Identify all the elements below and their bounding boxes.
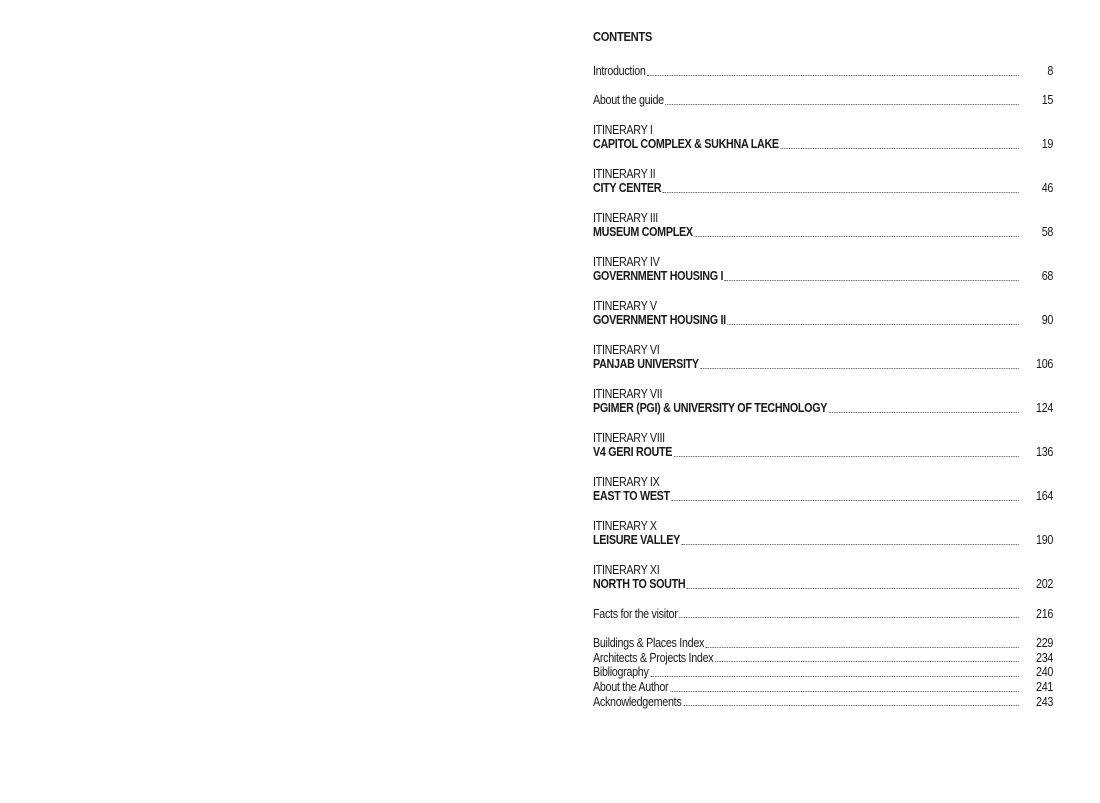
toc-page-number: 68: [1041, 269, 1054, 284]
toc-page-number: 241: [1036, 680, 1054, 694]
toc-entry-acknowledgements[interactable]: [593, 695, 1053, 710]
toc-page-number: 243: [1036, 694, 1054, 709]
itinerary-number: ITINERARY VII: [593, 386, 663, 401]
toc-page-number: 190: [1036, 533, 1054, 548]
itinerary-title: GOVERNMENT HOUSING II: [593, 313, 726, 328]
toc-itinerary[interactable]: [593, 167, 1053, 196]
toc-itinerary[interactable]: [593, 563, 1053, 592]
itinerary-title: EAST TO WEST: [593, 489, 670, 504]
itinerary-number: ITINERARY V: [593, 298, 657, 313]
dot-leader: [682, 544, 1019, 545]
toc-itinerary[interactable]: [593, 299, 1053, 328]
itinerary-number: ITINERARY VI: [593, 342, 660, 357]
itinerary-title: CAPITOL COMPLEX & SUKHNA LAKE: [593, 137, 779, 152]
dot-leader: [725, 280, 1019, 281]
toc-itinerary[interactable]: [593, 387, 1053, 416]
dot-leader: [647, 75, 1018, 76]
toc-list: [593, 64, 1053, 709]
dot-leader: [663, 192, 1019, 193]
dot-leader: [670, 691, 1019, 692]
itinerary-title: GOVERNMENT HOUSING I: [593, 269, 724, 284]
dot-leader: [829, 412, 1019, 413]
toc-page-number: 46: [1041, 181, 1054, 196]
toc-entry-facts-for-the-visitor[interactable]: [593, 607, 1053, 622]
toc-itinerary[interactable]: [593, 475, 1053, 504]
toc-page-number: 124: [1036, 401, 1054, 416]
toc-itinerary[interactable]: [593, 431, 1053, 460]
toc-itinerary[interactable]: [593, 343, 1053, 372]
toc-entry-label: Architects & Projects Index: [593, 650, 714, 665]
toc-entry-label: Buildings & Places Index: [593, 635, 705, 650]
toc-itinerary[interactable]: [593, 123, 1053, 152]
dot-leader: [666, 104, 1019, 105]
dot-leader: [679, 617, 1018, 618]
dot-leader: [683, 705, 1019, 706]
toc-itinerary[interactable]: [593, 211, 1053, 240]
dot-leader: [706, 647, 1019, 648]
dot-leader: [672, 500, 1019, 501]
toc-entry-label: Bibliography: [593, 665, 649, 680]
toc-page-number: 240: [1036, 665, 1054, 680]
dot-leader: [701, 368, 1019, 369]
toc-page-number: 234: [1036, 650, 1054, 665]
toc-entry-label: Introduction: [593, 64, 646, 78]
toc-entry-introduction[interactable]: [593, 64, 1053, 79]
toc-itinerary[interactable]: [593, 519, 1053, 548]
toc-page-number: 164: [1036, 489, 1054, 504]
itinerary-number: ITINERARY XI: [593, 562, 660, 577]
toc-itinerary[interactable]: [593, 255, 1053, 284]
contents-heading: CONTENTS: [593, 29, 653, 44]
itinerary-number: ITINERARY I: [593, 122, 653, 137]
toc-page-number: 229: [1036, 635, 1054, 650]
toc-page-number: 58: [1041, 225, 1054, 240]
toc-entry-buildings-places-index[interactable]: [593, 636, 1053, 651]
dot-leader: [694, 236, 1018, 237]
dot-leader: [715, 661, 1019, 662]
itinerary-number: ITINERARY IV: [593, 254, 660, 269]
toc-entry-label: About the Author: [593, 680, 669, 694]
itinerary-number: ITINERARY VIII: [593, 430, 665, 445]
itinerary-number: ITINERARY X: [593, 518, 657, 533]
toc-entry-label: Facts for the visitor: [593, 606, 678, 621]
itinerary-number: ITINERARY III: [593, 210, 658, 225]
toc-page-number: 216: [1036, 606, 1054, 621]
itinerary-number: ITINERARY IX: [593, 474, 660, 489]
toc-page-number: 136: [1036, 445, 1054, 460]
dot-leader: [674, 456, 1019, 457]
itinerary-title: LEISURE VALLEY: [593, 533, 680, 548]
dot-leader: [728, 324, 1019, 325]
dot-leader: [687, 588, 1019, 589]
table-of-contents: [593, 29, 1053, 709]
itinerary-title: V4 GERI ROUTE: [593, 445, 673, 460]
toc-entry-label: About the guide: [593, 93, 664, 108]
toc-entry-label: Acknowledgements: [593, 694, 682, 709]
itinerary-title: CITY CENTER: [593, 181, 662, 196]
toc-entry-about-the-guide[interactable]: [593, 93, 1053, 108]
dot-leader: [650, 676, 1018, 677]
dot-leader: [781, 148, 1019, 149]
toc-page-number: 15: [1041, 93, 1054, 108]
itinerary-number: ITINERARY II: [593, 166, 656, 181]
itinerary-title: NORTH TO SOUTH: [593, 577, 686, 592]
toc-page-number: 106: [1036, 357, 1054, 372]
toc-page-number: 202: [1036, 577, 1054, 592]
toc-entry-about-the-author[interactable]: [593, 680, 1053, 695]
itinerary-title: PANJAB UNIVERSITY: [593, 357, 699, 372]
toc-page-number: 19: [1041, 137, 1054, 152]
toc-entry-bibliography[interactable]: [593, 665, 1053, 680]
toc-entry-architects-projects-index[interactable]: [593, 651, 1053, 666]
itinerary-title: PGIMER (PGI) & UNIVERSITY OF TECHNOLOGY: [593, 401, 828, 416]
toc-page-number: 90: [1041, 313, 1054, 328]
itinerary-title: MUSEUM COMPLEX: [593, 225, 693, 240]
toc-page-number: 8: [1047, 64, 1054, 78]
